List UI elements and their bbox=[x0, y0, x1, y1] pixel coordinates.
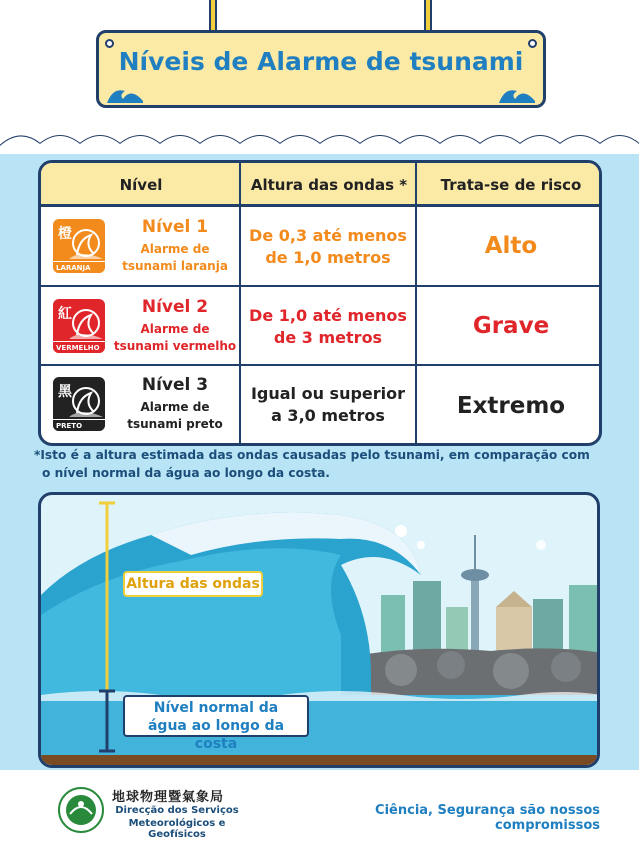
level-3-sub: Alarme de bbox=[140, 400, 210, 414]
normal-level-label bbox=[123, 695, 309, 752]
wave-icon bbox=[497, 83, 537, 105]
slogan: Ciência, Segurança são nossos compromissos bbox=[375, 803, 600, 833]
level-3-sub: tsunami preto bbox=[127, 417, 223, 431]
level-1-height: De 0,3 até menos bbox=[249, 226, 407, 245]
normal-level-line: Nível normal da bbox=[153, 700, 279, 716]
level-3-risk: Extremo bbox=[456, 393, 566, 419]
smg-logo-icon bbox=[56, 786, 106, 834]
level-2-risk: Grave bbox=[472, 313, 550, 339]
title-sign bbox=[96, 30, 546, 108]
normal-level-line: água ao longo da costa bbox=[147, 718, 285, 752]
header-wave-height: Altura das ondas * bbox=[250, 176, 408, 194]
wave-icon bbox=[105, 83, 145, 105]
footnote-line: *Isto é a altura estimada das ondas causadas pelo tsunami, em comparação com bbox=[34, 448, 590, 462]
level-3-height: Igual ou superior bbox=[250, 384, 406, 403]
org-chinese-name: 地球物理暨氣象局 bbox=[112, 790, 225, 805]
orange-alarm-icon: 橙 LARANJA bbox=[53, 219, 105, 273]
level-2-height: De 1,0 até menos bbox=[249, 306, 407, 325]
level-2-sub: Alarme de bbox=[140, 322, 210, 336]
org-name-line: Meteorológicos e Geofísicos bbox=[128, 818, 226, 840]
level-1-height: de 1,0 metros bbox=[265, 248, 391, 267]
level-1-sub: tsunami laranja bbox=[122, 259, 228, 273]
level-2-sub: tsunami vermelho bbox=[113, 339, 237, 353]
tsunami-illustration bbox=[38, 492, 600, 768]
black-alarm-icon: 黑 PRETO bbox=[53, 377, 105, 431]
alarm-levels-table bbox=[38, 160, 602, 446]
org-name-line: Direcção dos Serviços bbox=[115, 805, 239, 816]
level-1-name: Nível 1 bbox=[141, 217, 209, 237]
level-2-height: de 3 metros bbox=[273, 328, 383, 347]
red-alarm-icon: 紅 VERMELHO bbox=[53, 299, 105, 353]
level-2-name: Nível 2 bbox=[141, 297, 209, 317]
level-1-risk: Alto bbox=[484, 233, 538, 259]
header-level: Nível bbox=[119, 176, 163, 194]
footnote bbox=[34, 446, 614, 482]
footnote-line: o nível normal da água ao longo da costa. bbox=[42, 466, 330, 480]
page-title: Níveis de Alarme de tsunami bbox=[118, 47, 524, 76]
level-1-sub: Alarme de bbox=[140, 242, 210, 256]
header-risk: Trata-se de risco bbox=[440, 176, 582, 194]
level-3-name: Nível 3 bbox=[141, 375, 209, 395]
wave-height-label: Altura das ondas bbox=[123, 571, 263, 597]
level-3-height: a 3,0 metros bbox=[271, 406, 385, 425]
